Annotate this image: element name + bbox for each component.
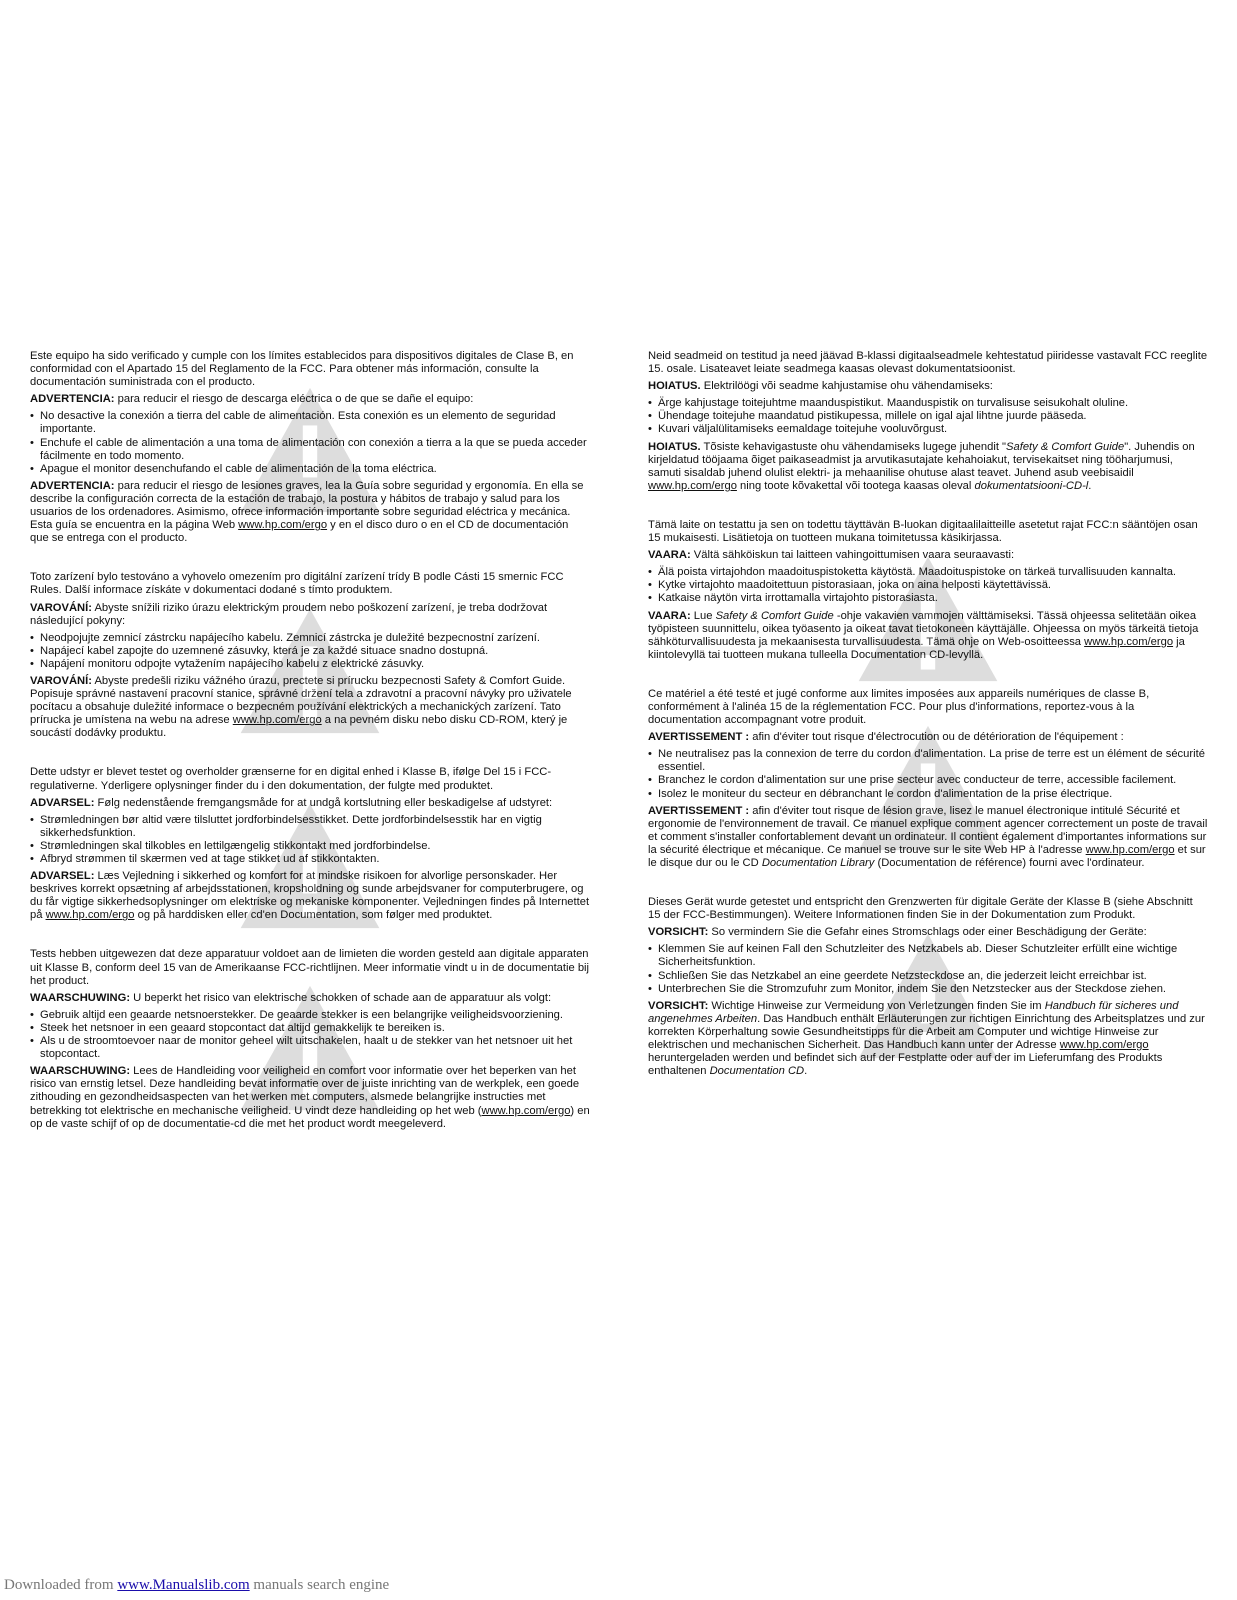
warning-injury: ADVARSEL: Læs Vejledning i sikkerhed og komfort for at mindske risikoen for alvorlige personskader. Her beskrives korrekt opsætning af arbejdsstationen, kropsholdning og sunde arbejdsvaner for computerbrugere, og du får vigtige sikkerhedsoplysninger om elektriske og mekaniske komponenter. Vejledningen findes på Internettet på www.hp.com/ergo og på harddisken eller cd'en Documentation, som følger med produktet. [30,870,590,922]
fcc-statement: Tämä laite on testattu ja sen on todettu täyttävän B-luokan digitaalilaitteille asetetut rajat FCC:n sääntöjen osan 15 mukaisesti. Lisätietoja on tuotteen mukana toimitetussa käsikirjassa. [648,518,1198,545]
warning-list [648,566,1208,605]
warning-label: VORSICHT: [648,926,709,939]
ergo-link[interactable]: www.hp.com/ergo [45,909,135,922]
warning-electric: ADVARSEL: Følg nedenstående fremgangsmåde for at undgå kortslutning eller beskadigelse af udstyret: [30,796,553,809]
list-item: • Ne neutralisez pas la connexion de terre du cordon d'alimentation. La prise de terre est un élément de sécurité essentiel. [648,748,1208,774]
list-item: • Kuvari väljalülitamiseks eemaldage toitejuhe vooluvõrgust. [648,423,1208,436]
guide-title: Safety & Comfort Guide [1006,440,1125,453]
ergo-link[interactable]: www.hp.com/ergo [1084,635,1174,648]
section-estonian [648,350,1208,493]
list-item: • Katkaise näytön virta irrottamalla virtajohto pistorasiasta. [648,592,1208,605]
list-item: • Napájecí kabel zapojte do uzemnené zásuvky, která je za každé situace snadno dostupná. [30,645,590,658]
warning-label: VAROVÁNÍ: [30,674,92,687]
list-item: • Kytke virtajohto maadoitettuun pistorasiaan, joka on aina helposti käytettävissä. [648,579,1208,592]
section-french [648,688,1208,870]
warning-label: ADVARSEL: [30,870,95,883]
list-item: • Gebruik altijd een geaarde netsnoerstekker. De geaarde stekker is een belangrijke veiligheidsvoorziening. [30,1009,590,1022]
fcc-statement: Ce matériel a été testé et jugé conforme aux limites imposées aux appareils numériques de classe B, conformément à l'alinéa 15 de la réglementation FCC. Pour plus d'informations, reportez-vous à la documentation accompagnant votre produit. [648,687,1150,727]
list-item: • Strømledningen bør altid være tilsluttet jordforbindelsesstikket. Dette jordforbindelsesstik har en vigtig sikkerhedsfunktion. [30,814,590,840]
warning-injury: WAARSCHUWING: Lees de Handleiding voor veiligheid en comfort voor informatie over het beperken van het risico van ernstig letsel. Deze handleiding bevat informatie over de juiste inrichting van de werkplek, een goede zithouding en gezondheidsaspecten van het werken met computers, alsmede belangrijke instructies met betrekking tot elektrische en mechanische veiligheid. U vindt deze handleiding op het web (www.hp.com/ergo) en op de vaste schijf of op de documentatie-cd die met het product wordt meegeleverd. [30,1065,590,1130]
guide-title: Handbuch für sicheres und angenehmes Arbeiten [648,999,1179,1025]
warning-label: AVERTISSEMENT : [648,731,750,744]
fcc-statement: Dieses Gerät wurde getestet und entspricht den Grenzwerten für digitale Geräte der Klasse B (siehe Abschnitt 15 der FCC-Bestimmungen). Weitere Informationen finden Sie in der Dokumentation zum Produkt. [648,896,1193,922]
warning-injury: AVERTISSEMENT : afin d'éviter tout risque de lésion grave, lisez le manuel électronique intitulé Sécurité et ergonomie de l'environnement de travail. Ce manuel explique comment agencer correctement un poste de travail et comment s'installer confortablement devant un ordinateur. Il contient également d'importantes informations sur la sécurité électrique et mécanique. Ce manuel se trouve sur le site Web HP à l'adresse www.hp.com/ergo et sur le disque dur ou le CD Documentation Library (Documentation de référence) fourni avec l'ordinateur. [648,804,1208,869]
fcc-statement: Tests hebben uitgewezen dat deze apparatuur voldoet aan de limieten die worden gesteld aan digitale apparaten uit Klasse B, conform deel 15 van de Amerikaanse FCC-richtlijnen. Meer informatie vindt u in de documentatie bij het product. [30,948,590,987]
ergo-link[interactable]: www.hp.com/ergo [232,714,322,727]
cd-title: Documentation Library [761,857,875,869]
warning-label: ADVERTENCIA: [30,393,115,406]
warning-electric: WAARSCHUWING: U beperkt het risico van elektrische schokken of schade aan de apparatuur als volgt: [30,991,552,1004]
warning-label: HOIATUS. [648,440,701,453]
ergo-link[interactable]: www.hp.com/ergo [1085,843,1175,856]
warning-list [30,814,590,866]
list-item: • Klemmen Sie auf keinen Fall den Schutzleiter des Netzkabels ab. Dieser Schutzleiter erfüllt eine wichtige Sicherheitsfunktion. [648,943,1208,969]
warning-injury: VAARA: Lue Safety & Comfort Guide -ohje vakavien vammojen välttämiseksi. Tässä ohjeessa selitetään oikea työpisteen suunnittelu, oikea työasento ja oikeat tavat tietokoneen käyttäjälle. Ohjeessa on myös tärkeitä tietoja sähköturvallisuudesta ja mekaanisesta turvallisuudesta. Tämä ohje on Web-osoitteessa www.hp.com/ergo ja kiintolevyllä tai tuotteen mukana tulleella Documentation CD-levyllä. [648,609,1199,661]
warning-electric: VORSICHT: So vermindern Sie die Gefahr eines Stromschlags oder einer Beschädigung der Geräte: [648,926,1147,939]
warning-list [648,748,1208,800]
warning-label: VAROVÁNÍ: [30,601,92,614]
list-item: • Ärge kahjustage toitejuhtme maanduspistikut. Maanduspistik on turvalisuse seisukohalt oluline. [648,397,1208,410]
warning-injury: HOIATUS. Tõsiste kehavigastuste ohu vähendamiseks lugege juhendit "Safety & Comfort Guide". Juhendis on kirjeldatud tööjaama õiget paikaseadmist ja arvutikasutajate kehahoiakut, tervisekaitset ning tööharjumusi, samuti sisaldab juhend olulist elektri- ja mehaanilise ohutuse alast teavet. Juhend asub veebisaidil www.hp.com/ergo ning toote kõvakettal või tootega kaasas oleval dokumentatsiooni-CD-l. [648,440,1195,492]
warning-injury: ADVERTENCIA: para reducir el riesgo de lesiones graves, lea la Guía sobre seguridad y ergonomía. En ella se describe la configuración correcta de la estación de trabajo, la postura y hábitos de trabajo y salud para los usuarios de los ordenadores. Asimismo, ofrece información importante sobre seguridad eléctrica y mecánica. Esta guía se encuentra en la página Web www.hp.com/ergo y en el disco duro o en el CD de documentación que se entrega con el producto. [30,479,584,545]
warning-label: VORSICHT: [648,999,709,1012]
warning-injury: VAROVÁNÍ: Abyste predešli riziku vážného úrazu, prectete si prírucku bezpecnosti Safety & Comfort Guide. Popisuje správné nastavení pracovní stanice, správné držení tela a zdravotní a pracovní návyky pro uživatele pocítacu a obsahuje duležité informace o bezpecném používání elektrických a mechanických zarízení. Tato prírucka je umístena na webu na adrese www.hp.com/ergo a na pevném disku nebo disku CD-ROM, který je soucástí dodávky produktu. [30,674,572,740]
warning-label: AVERTISSEMENT : [648,804,750,817]
section-finnish [648,519,1208,662]
fcc-statement: Dette udstyr er blevet testet og overholder grænserne for en digital enhed i Klasse B, ifølge Del 15 i FCC-regulativerne. Yderligere oplysninger finder du i den dokumentation, der fulgte med produktet. [30,766,552,792]
section-spanish [30,350,590,545]
list-item: • Steek het netsnoer in een geaard stopcontact dat altijd gemakkelijk te bereiken is. [30,1022,590,1035]
list-item: • Älä poista virtajohdon maadoituspistoketta käytöstä. Maadoituspistoke on tärkeä turvallisuuden kannalta. [648,566,1208,579]
list-item: • Unterbrechen Sie die Stromzufuhr zum Monitor, indem Sie den Netzstecker aus der Steckdose ziehen. [648,983,1208,996]
warning-label: WAARSCHUWING: [30,991,131,1004]
warning-list [30,410,590,475]
warning-list [648,943,1208,995]
ergo-link[interactable]: www.hp.com/ergo [481,1104,571,1117]
warning-electric: ADVERTENCIA: para reducir el riesgo de descarga eléctrica o de que se dañe el equipo: [30,393,474,406]
fcc-statement: Neid seadmeid on testitud ja need jäävad B-klassi digitaalseadmele kehtestatud piiridesse vastavalt FCC reeglite 15. osale. Lisateavet leiate seadmega kaasas olevast dokumentatsioonist. [648,350,1208,376]
list-item: • Branchez le cordon d'alimentation sur une prise secteur avec conducteur de terre, accessible facilement. [648,774,1208,787]
warning-injury: VORSICHT: Wichtige Hinweise zur Vermeidung von Verletzungen finden Sie im Handbuch für sicheres und angenehmes Arbeiten. Das Handbuch enthält Erläuterungen zur richtigen Einrichtung des Arbeitsplatzes und zur korrekten Körperhaltung sowie Gesundheitstipps für die Arbeit am Computer und wichtige Hinweise zur elektrischen und mechanischen Sicherheit. Das Handbuch kann unter der Adresse www.hp.com/ergo heruntergeladen werden und befindet sich auf der Festplatte oder auf der im Lieferumfang des Produkts enthaltenen Documentation CD. [648,999,1205,1078]
list-item: • Isolez le moniteur du secteur en débranchant le cordon d'alimentation de la prise électrique. [648,788,1208,801]
section-czech [30,571,590,740]
ergo-link[interactable]: www.hp.com/ergo [648,479,737,492]
warning-electric: VAROVÁNÍ: Abyste snížili riziko úrazu elektrickým proudem nebo poškození zarízení, je treba dodržovat následující pokyny: [30,601,548,627]
section-german [648,896,1208,1078]
warning-list [648,397,1208,436]
list-item: • Neodpojujte zemnicí zástrcku napájecího kabelu. Zemnicí zástrcka je duležité bezpecnostní zarízení. [30,632,590,645]
section-danish [30,766,590,922]
list-item: • Strømledningen skal tilkobles en lettilgængelig stikkontakt med jordforbindelse. [30,840,590,853]
list-item: • Afbryd strømmen til skærmen ved at tage stikket ud af stikkontakten. [30,853,590,866]
list-item: • Enchufe el cable de alimentación a una toma de alimentación con conexión a tierra a la que se pueda acceder fácilmente en todo momento. [30,437,590,463]
manualslib-link[interactable]: www.Manualslib.com [117,1577,250,1593]
warning-label: ADVARSEL: [30,796,95,809]
ergo-link[interactable]: www.hp.com/ergo [1059,1039,1149,1052]
right-column [648,350,1208,1104]
warning-electric: VAARA: Vältä sähköiskun tai laitteen vahingoittumisen vaara seuraavasti: [648,549,1015,562]
list-item: • Schließen Sie das Netzkabel an eine geerdete Netzsteckdose an, die jederzeit leicht erreichbar ist. [648,970,1208,983]
warning-label: WAARSCHUWING: [30,1065,131,1078]
warning-label: VAARA: [648,549,691,562]
list-item: • Als u de stroomtoevoer naar de monitor geheel wilt uitschakelen, haalt u de stekker van het netsnoer uit het stopcontact. [30,1035,590,1061]
warning-list [30,632,590,671]
fcc-statement: Toto zarízení bylo testováno a vyhovelo omezením pro digitální zarízení trídy B podle Cásti 15 smernic FCC Rules. Další informace získáte v dokumentaci dodané s tímto produktem. [30,571,564,597]
list-item: • No desactive la conexión a tierra del cable de alimentación. Esta conexión es un elemento de seguridad importante. [30,410,590,436]
fcc-statement: Este equipo ha sido verificado y cumple con los límites establecidos para dispositivos digitales de Clase B, en conformidad con el Apartado 15 del Reglamento de la FCC. Para obtener más información, consulte la documentación suministrada con el producto. [30,350,574,389]
warning-label: HOIATUS. [648,380,701,393]
list-item: • Napájení monitoru odpojte vytažením napájecího kabelu z elektrické zásuvky. [30,658,590,671]
list-item: • Ühendage toitejuhe maandatud pistikupessa, millele on igal ajal lihtne juurde pääseda. [648,410,1208,423]
warning-label: ADVERTENCIA: [30,479,115,492]
cd-title: dokumentatsiooni-CD-l [974,479,1089,492]
ergo-link[interactable]: www.hp.com/ergo [238,519,328,532]
warning-electric: HOIATUS. Elektrilöögi või seadme kahjustamise ohu vähendamiseks: [648,380,993,393]
download-footer: Downloaded from www.Manualslib.com manuals search engine [4,1577,390,1593]
list-item: • Apague el monitor desenchufando el cable de alimentación de la toma eléctrica. [30,463,590,476]
section-dutch [30,948,590,1130]
warning-label: VAARA: [648,609,691,622]
warning-electric: AVERTISSEMENT : afin d'éviter tout risque d'électrocution ou de détérioration de l'équipement : [648,731,1124,744]
left-column [30,350,590,1157]
warning-list [30,1009,590,1061]
cd-title: Documentation CD [709,1065,805,1078]
guide-title: Safety & Comfort Guide [715,609,834,622]
